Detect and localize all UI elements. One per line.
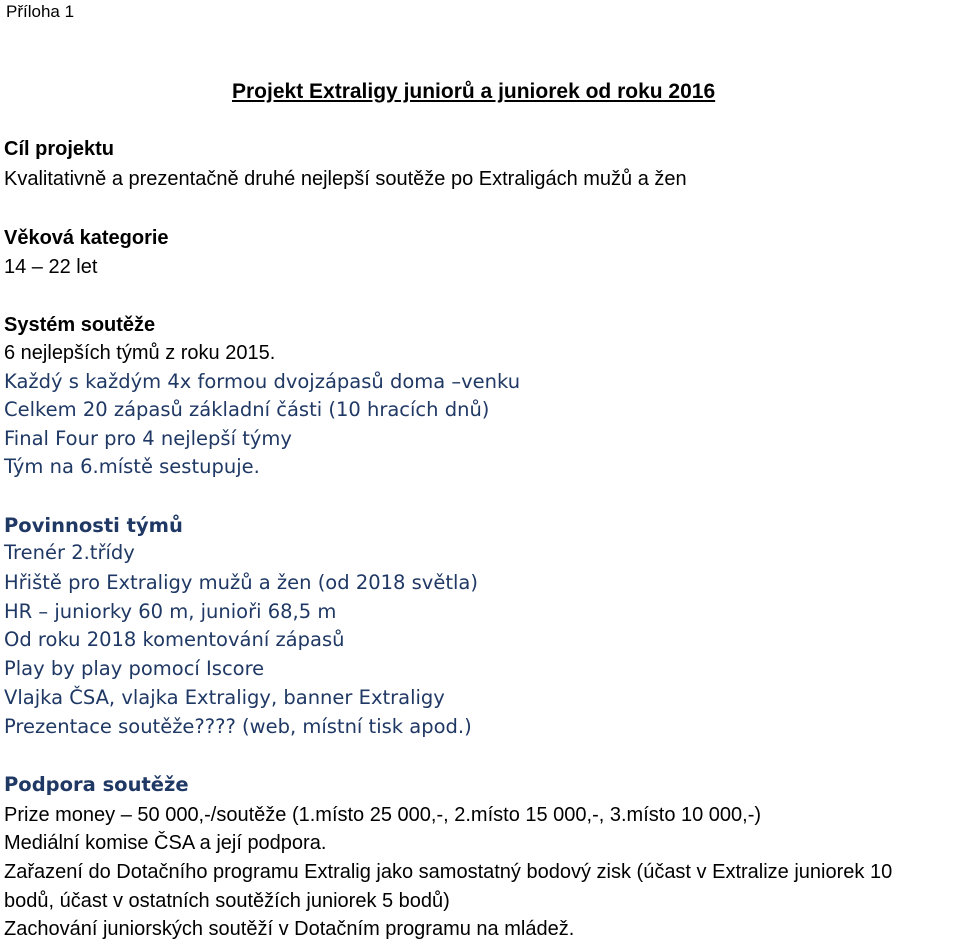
duties-line: Trenér 2.třídy: [4, 541, 135, 564]
age-heading: Věková kategorie: [4, 227, 169, 249]
support-line: Zařazení do Dotačního programu Extralig jako samostatný bodový zisk (účast v Extralize juniorek 10: [4, 861, 893, 883]
system-line: Final Four pro 4 nejlepší týmy: [4, 427, 292, 450]
duties-line: Play by play pomocí Iscore: [4, 657, 265, 680]
support-line: bodů, účast v ostatních soutěžích juniorek 5 bodů): [4, 890, 450, 912]
support-line: Prize money – 50 000,-/soutěže (1.místo 25 000,-, 2.místo 15 000,-, 3.místo 10 000,-): [4, 804, 762, 826]
support-line: Zachování juniorských soutěží v Dotačním programu na mládež.: [4, 918, 575, 940]
duties-line: Od roku 2018 komentování zápasů: [4, 628, 345, 651]
duties-line: Prezentace soutěže???? (web, místní tisk apod.): [4, 715, 472, 738]
duties-line: HR – juniorky 60 m, junioři 68,5 m: [4, 600, 337, 623]
age-line: 14 – 22 let: [4, 256, 98, 278]
system-line: Každý s každým 4x formou dvojzápasů doma –venku: [4, 370, 521, 393]
document-title: Projekt Extraligy juniorů a juniorek od roku 2016: [232, 80, 716, 103]
support-line: Mediální komise ČSA a její podpora.: [4, 832, 327, 854]
goal-line: Kvalitativně a prezentačně druhé nejlepší soutěže po Extraligách mužů a žen: [4, 168, 687, 190]
system-heading: Systém soutěže: [4, 314, 156, 336]
duties-line: Hřiště pro Extraligy mužů a žen (od 2018 světla): [4, 571, 478, 594]
system-line: Celkem 20 zápasů základní části (10 hracích dnů): [4, 398, 490, 421]
duties-line: Vlajka ČSA, vlajka Extraligy, banner Extraligy: [4, 686, 445, 709]
duties-heading: Povinnosti týmů: [4, 514, 183, 537]
system-line: 6 nejlepších týmů z roku 2015.: [4, 342, 276, 364]
support-heading: Podpora soutěže: [4, 773, 189, 796]
annex-label: Příloha 1: [6, 2, 75, 21]
system-line: Tým na 6.místě sestupuje.: [4, 455, 260, 478]
goal-heading: Cíl projektu: [4, 138, 115, 160]
